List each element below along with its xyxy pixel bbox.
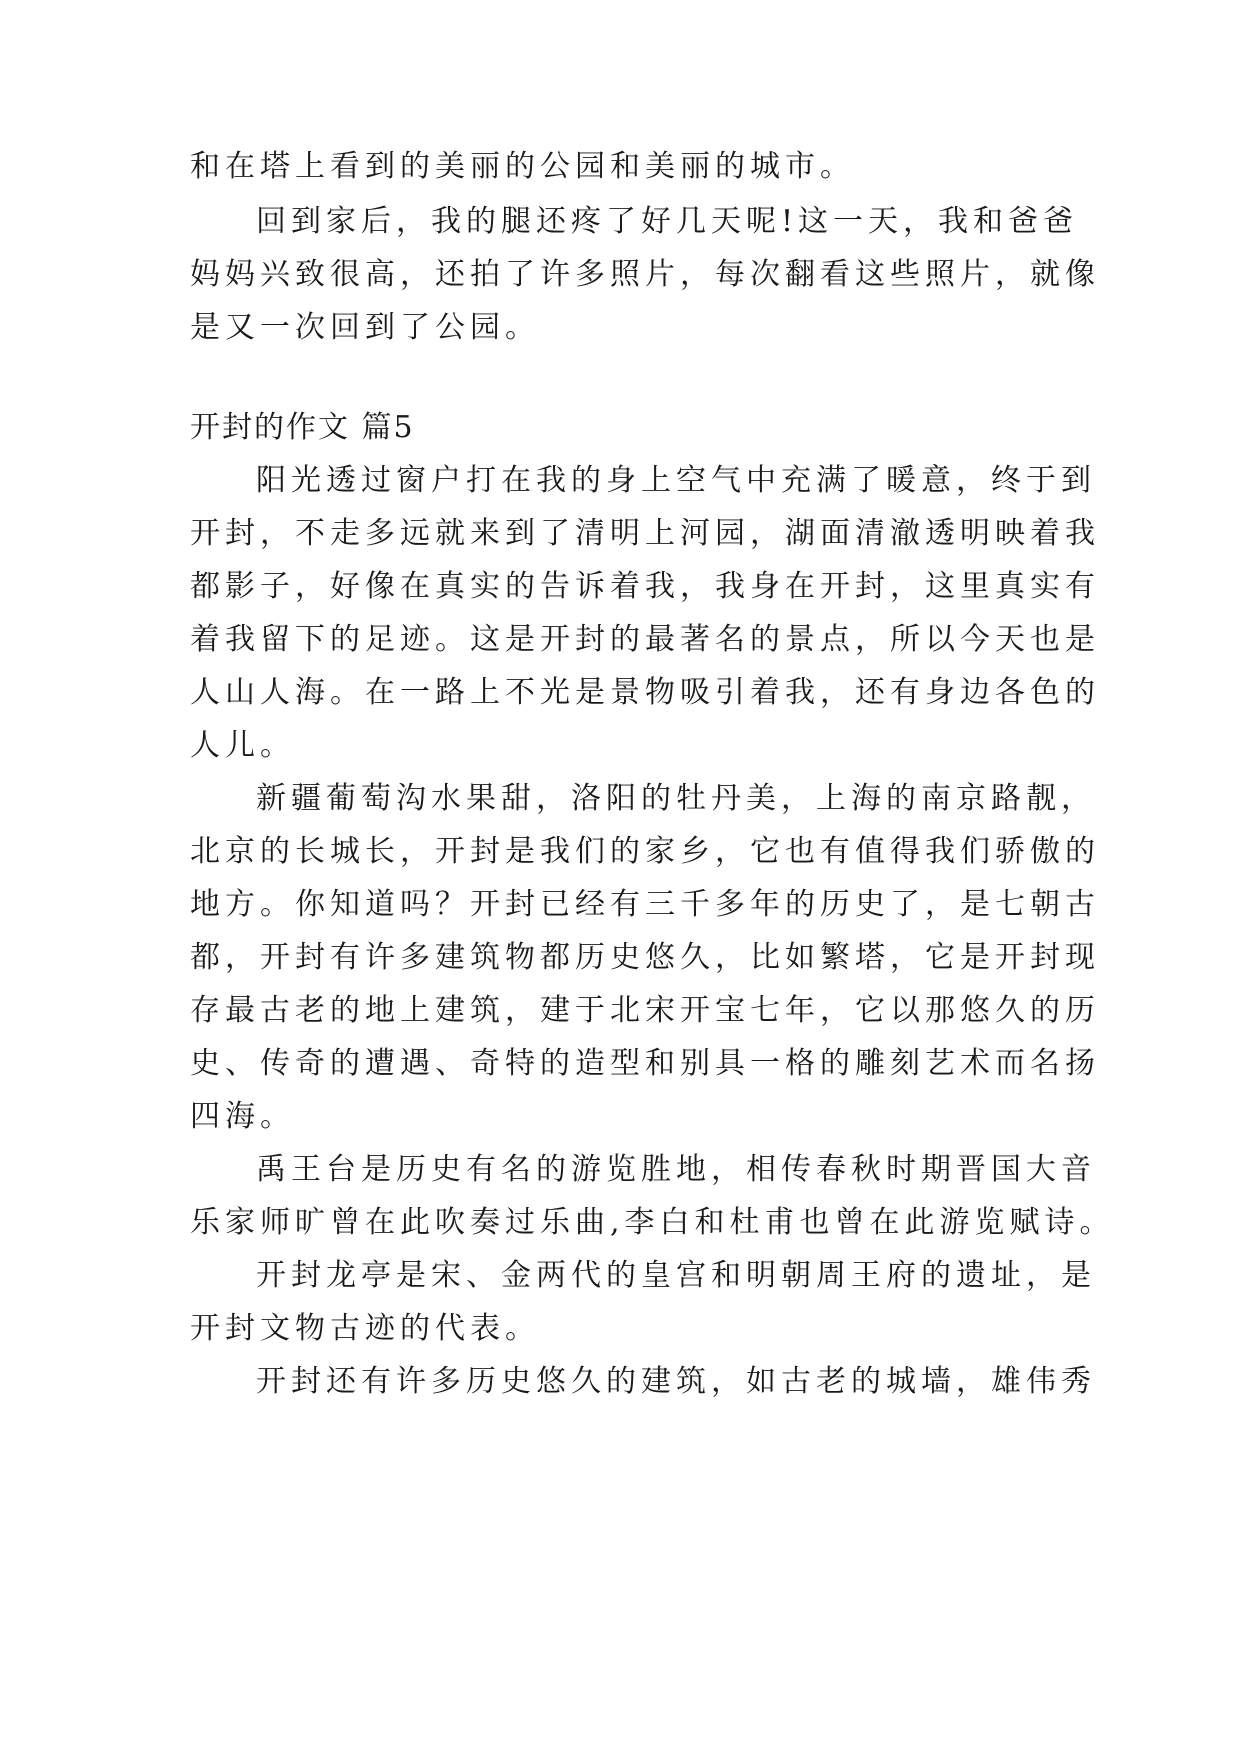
text-line: 回到家后，我的腿还疼了好几天呢!这一天，我和爸爸 (256, 204, 1079, 239)
text-line: 地方。你知道吗？开封已经有三千多年的历史了，是七朝古 (190, 887, 1100, 922)
text-line: 妈妈兴致很高，还拍了许多照片，每次翻看这些照片，就像 (190, 257, 1100, 292)
text-line: 新疆葡萄沟水果甜，洛阳的牡丹美，上海的南京路靓， (256, 781, 1096, 816)
text-line: 和在塔上看到的美丽的公园和美丽的城市。 (190, 149, 855, 184)
text-line: 北京的长城长，开封是我们的家乡，它也有值得我们骄傲的 (190, 834, 1100, 869)
text-line: 开封，不走多远就来到了清明上河园，湖面清澈透明映着我 (190, 516, 1100, 551)
text-line: 人儿。 (190, 728, 295, 763)
text-line: 乐家师旷曾在此吹奏过乐曲,李白和杜甫也曾在此游览赋诗。 (190, 1205, 1115, 1240)
text-line: 开封还有许多历史悠久的建筑，如古老的城墙，雄伟秀 (256, 1364, 1096, 1399)
text-line: 都影子，好像在真实的告诉着我，我身在开封，这里真实有 (190, 569, 1100, 604)
text-line: 阳光透过窗户打在我的身上空气中充满了暖意，终于到 (256, 463, 1096, 498)
section-heading: 开封的作文 篇5 (190, 410, 415, 445)
text-line: 开封文物古迹的代表。 (190, 1311, 540, 1346)
text-line: 都，开封有许多建筑物都历史悠久，比如繁塔，它是开封现 (190, 940, 1100, 975)
text-line: 四海。 (190, 1099, 295, 1134)
text-line: 开封龙亭是宋、金两代的皇宫和明朝周王府的遗址，是 (256, 1258, 1096, 1293)
text-line: 存最古老的地上建筑，建于北宋开宝七年，它以那悠久的历 (190, 993, 1100, 1028)
text-line: 人山人海。在一路上不光是景物吸引着我，还有身边各色的 (190, 675, 1100, 710)
text-line: 禹王台是历史有名的游览胜地，相传春秋时期晋国大音 (256, 1152, 1096, 1187)
text-line: 是又一次回到了公园。 (190, 310, 540, 345)
text-line: 着我留下的足迹。这是开封的最著名的景点，所以今天也是 (190, 622, 1100, 657)
text-line: 史、传奇的遭遇、奇特的造型和别具一格的雕刻艺术而名扬 (190, 1046, 1100, 1081)
